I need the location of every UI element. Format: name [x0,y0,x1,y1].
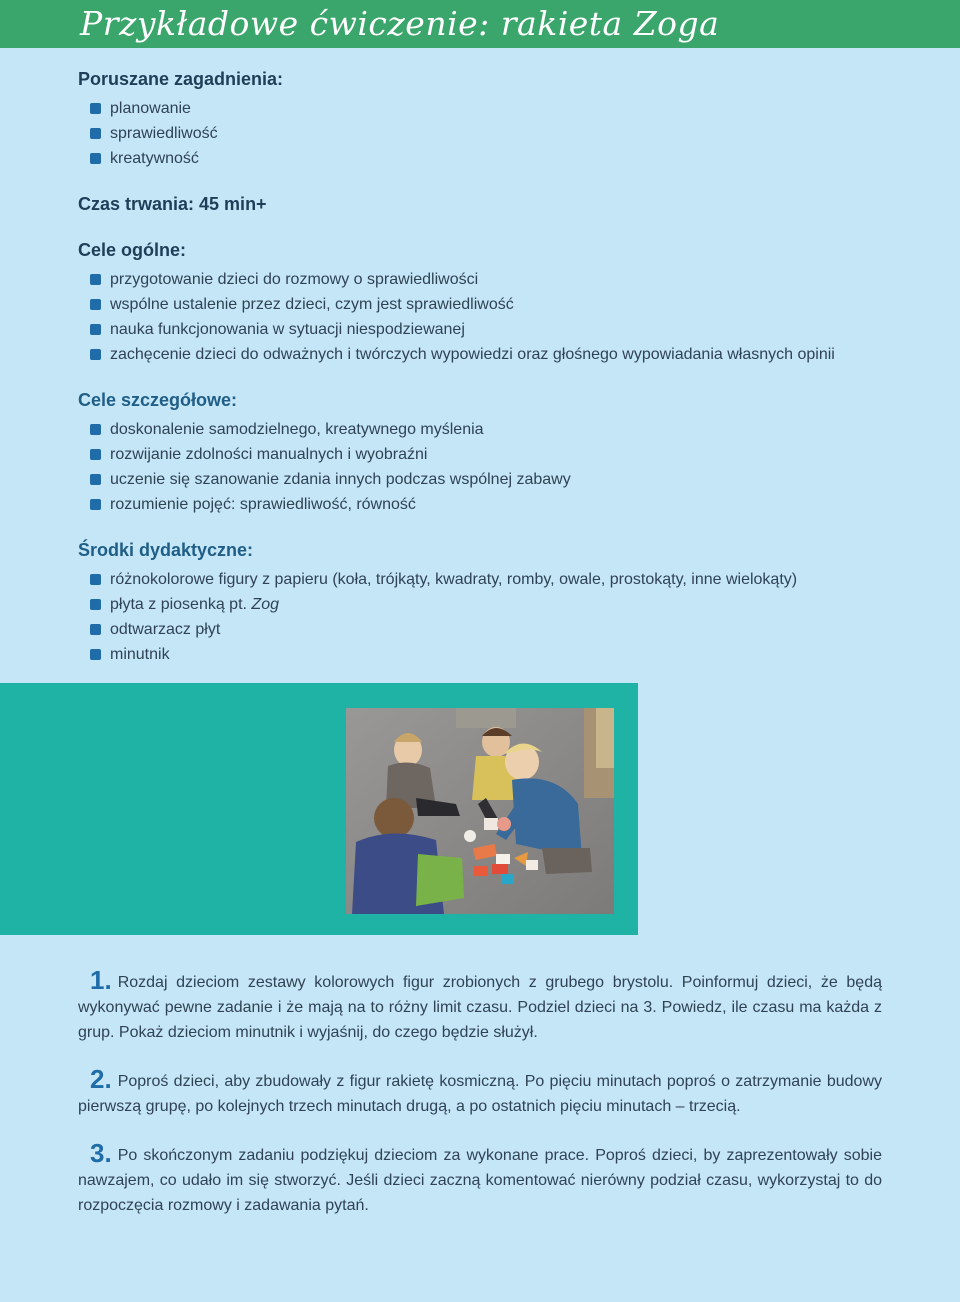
general-goals-heading: Cele ogólne: [78,240,187,260]
bullet-icon [90,474,101,485]
children-playing-illustration [346,708,614,914]
bullet-icon [90,449,101,460]
list-item: rozumienie pojęć: sprawiedliwość, równość [78,492,898,517]
step-number: 3. [90,1138,112,1168]
bullet-icon [90,624,101,635]
specific-goals-list [78,417,898,517]
general-goals-list [78,267,898,367]
step-3 [78,1138,882,1218]
bullet-icon [90,324,101,335]
steps [78,965,882,1240]
bullet-icon [90,599,101,610]
materials-list [78,567,898,667]
bullet-icon [90,649,101,660]
specific-goals-section [78,387,898,517]
step-text: Po skończonym zadaniu podziękuj dzieciom za wykonane prace. Poproś dzieci, by zaprezentowały sobie nawzajem, co udało im się stworzyć. Jeśli dzieci zaczną komentować nierówny podział czasu, wykorzystaj to do rozpoczęcia rozmowy i zadawania pytań. [78,1147,882,1214]
list-item: kreatywność [78,146,898,171]
list-item: odtwarzacz płyt [78,617,898,642]
bullet-icon [90,128,101,139]
list-item: sprawiedliwość [78,121,898,146]
bullet-icon [90,349,101,360]
topics-section [78,66,898,171]
bullet-icon [90,153,101,164]
content [78,66,898,687]
step-number: 2. [90,1064,112,1094]
list-item: minutnik [78,642,898,667]
bullet-icon [90,274,101,285]
general-goals-section [78,237,898,367]
step-text: Poproś dzieci, aby zbudowały z figur rakietę kosmiczną. Po pięciu minutach poproś o zatrzymanie budowy pierwszą grupę, po kolejnych trzech minutach drugą, a po ostatnich pięciu minutach – trzecią. [78,1073,882,1115]
materials-heading: Środki dydaktyczne: [78,540,254,560]
list-item: przygotowanie dzieci do rozmowy o sprawiedliwości [78,267,898,292]
list-item: różnokolorowe figury z papieru (koła, trójkąty, kwadraty, romby, owale, prostokąty, inne wielokąty) [78,567,898,592]
children-photo [346,708,614,914]
list-item: uczenie się szanowanie zdania innych podczas wspólnej zabawy [78,467,898,492]
list-item: rozwijanie zdolności manualnych i wyobraźni [78,442,898,467]
list-item: planowanie [78,96,898,121]
bullet-icon [90,424,101,435]
page-title: Przykładowe ćwiczenie: rakieta Zoga [80,4,720,43]
bullet-icon [90,574,101,585]
list-item: płyta z piosenką pt. Zog [78,592,898,617]
topics-heading: Poruszane zagadnienia: [78,69,284,89]
materials-section [78,537,898,667]
title-bar [0,0,960,48]
list-item: doskonalenie samodzielnego, kreatywnego myślenia [78,417,898,442]
list-item: nauka funkcjonowania w sytuacji niespodziewanej [78,317,898,342]
step-1 [78,965,882,1045]
bullet-icon [90,499,101,510]
duration-heading: Czas trwania: 45 min+ [78,194,267,214]
step-2 [78,1064,882,1119]
list-item: zachęcenie dzieci do odważnych i twórczych wypowiedzi oraz głośnego wypowiadania własnych opinii [78,342,898,367]
bullet-icon [90,103,101,114]
list-item: wspólne ustalenie przez dzieci, czym jest sprawiedliwość [78,292,898,317]
topics-list [78,96,898,171]
step-text: Rozdaj dzieciom zestawy kolorowych figur zrobionych z grubego brystolu. Poinformuj dzieci, że będą wykonywać pewne zadanie i że mają na to różny limit czasu. Podziel dzieci na 3. Powiedz, ile czasu ma każda z grup. Pokaż dzieciom minutnik i wyjaśnij, do czego będzie służył. [78,974,882,1041]
bullet-icon [90,299,101,310]
step-number: 1. [90,965,112,995]
specific-goals-heading: Cele szczegółowe: [78,390,238,410]
song-title: Zog [251,596,279,613]
duration-section [78,191,898,217]
